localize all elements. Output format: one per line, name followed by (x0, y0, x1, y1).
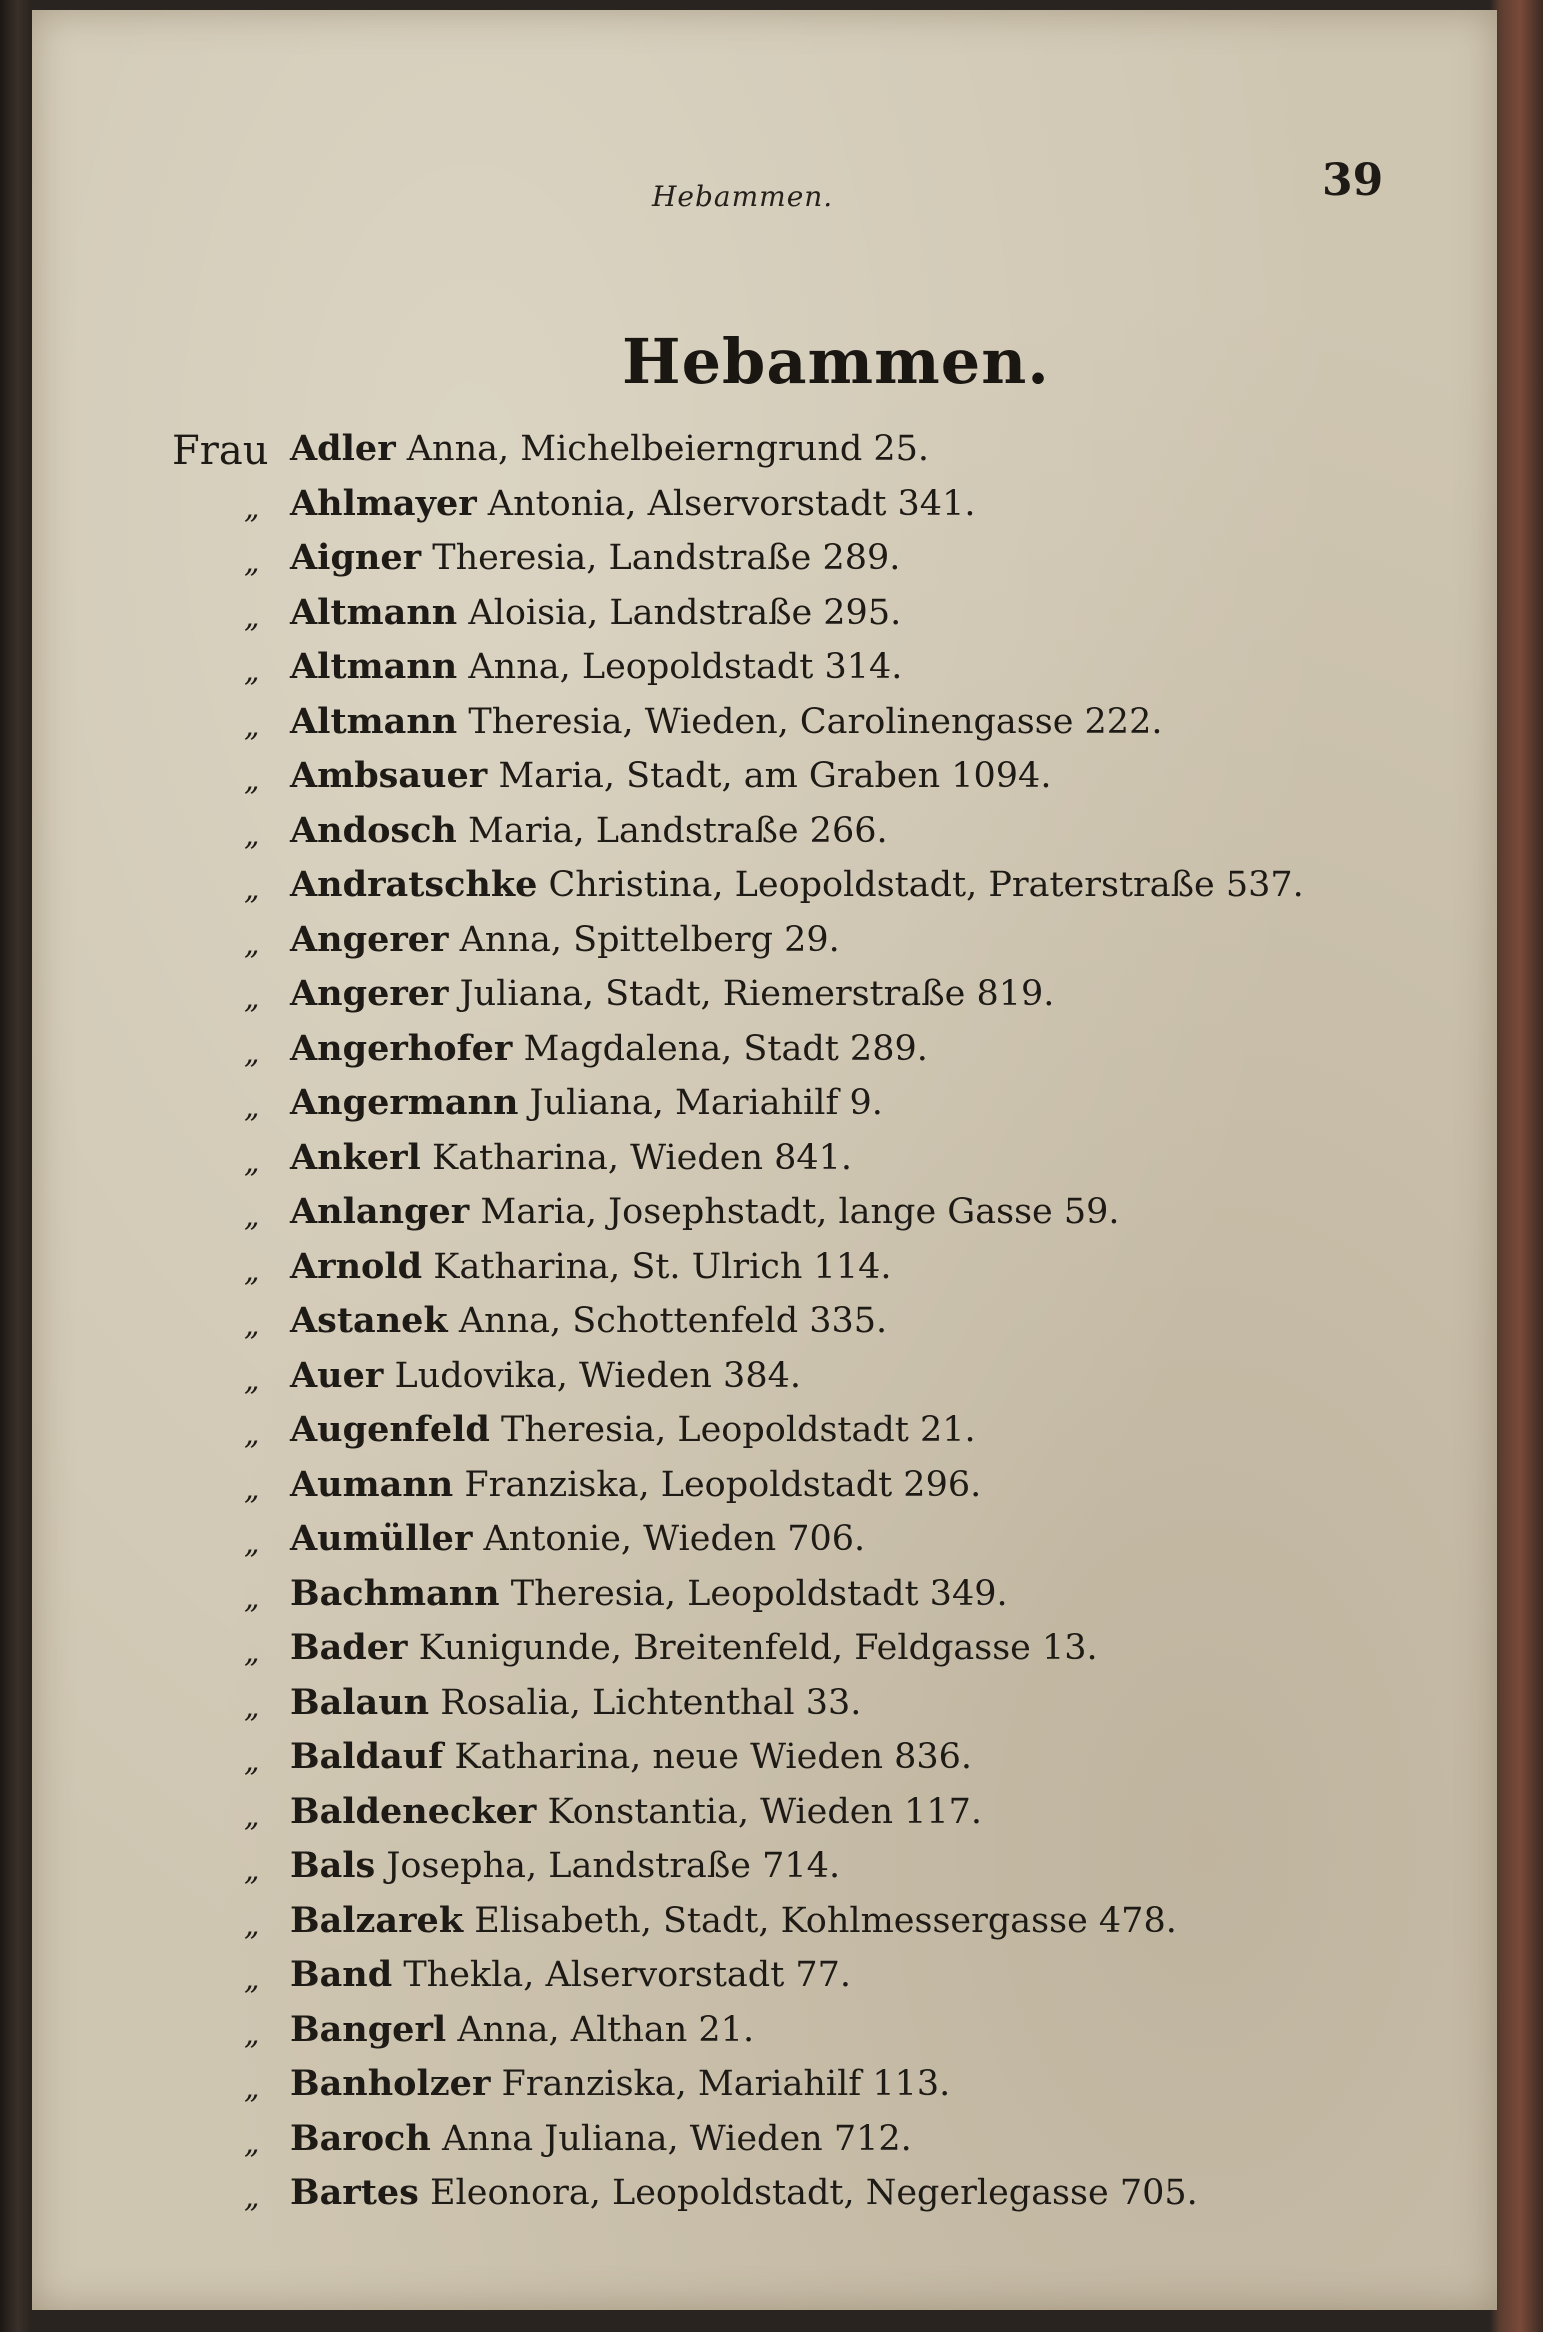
entry-surname: Altmann (290, 700, 458, 742)
entry-details: Katharina, Wieden 841. (432, 1137, 853, 1178)
list-item (172, 475, 1472, 530)
entry-text (290, 1791, 982, 1832)
entry-text (290, 1355, 801, 1396)
ditto-mark: „ (244, 2125, 260, 2161)
list-item (172, 420, 1472, 475)
entry-details: Juliana, Mariahilf 9. (529, 1083, 883, 1123)
running-head: Hebammen. (652, 180, 834, 213)
list-item (172, 1074, 1472, 1129)
entry-text (290, 592, 901, 633)
entry-surname: Angerer (290, 973, 449, 1014)
entry-details: Theresia, Wieden, Carolinengasse 222. (468, 701, 1163, 742)
entry-surname: Angerer (290, 918, 449, 960)
entry-surname: Bachmann (290, 1572, 500, 1614)
ditto-mark: „ (244, 1199, 260, 1234)
list-item (172, 1129, 1472, 1184)
ditto-mark: „ (244, 1362, 260, 1398)
ditto-mark: „ (244, 763, 260, 798)
ditto-mark: „ (244, 1962, 260, 1997)
entry-surname: Bader (290, 1627, 408, 1668)
entry-text (290, 646, 902, 687)
ditto-mark: „ (244, 1417, 260, 1452)
entry-text (290, 1736, 972, 1777)
entry-text (290, 1246, 891, 1287)
ditto-mark: „ (244, 1526, 260, 1561)
entry-text (290, 919, 840, 960)
entry-text (290, 701, 1162, 742)
entry-surname: Baldenecker (290, 1790, 537, 1832)
entry-details: Theresia, Leopoldstadt 349. (510, 1573, 1008, 1614)
entry-details: Kunigunde, Breitenfeld, Feldgasse 13. (418, 1628, 1098, 1668)
list-item (172, 1946, 1472, 2001)
entry-text (290, 1300, 887, 1341)
ditto-mark: „ (244, 654, 260, 689)
entry-surname: Arnold (290, 1245, 423, 1287)
book-page (32, 10, 1497, 2310)
entry-surname: Ahlmayer (290, 482, 477, 524)
entry-text (290, 1954, 851, 1995)
list-item (172, 1892, 1472, 1947)
entry-surname: Baldauf (290, 1736, 444, 1777)
list-item (172, 1728, 1472, 1783)
entry-details: Anna Juliana, Wieden 712. (441, 2118, 912, 2159)
entry-surname: Andratschke (290, 864, 538, 905)
entry-surname: Baroch (290, 2117, 431, 2159)
entry-details: Theresia, Landstraße 289. (432, 538, 901, 578)
list-item (172, 1619, 1472, 1674)
list-item (172, 1674, 1472, 1729)
entry-surname: Aigner (290, 537, 422, 578)
list-item (172, 747, 1472, 802)
ditto-mark: „ (244, 817, 260, 853)
entry-surname: Aumann (290, 1463, 454, 1505)
entry-text (290, 1191, 1120, 1232)
entry-text (290, 973, 1054, 1014)
entry-surname: Bals (290, 1845, 376, 1886)
entry-list (172, 420, 1472, 2219)
entry-text (290, 755, 1051, 796)
entry-text (290, 1518, 865, 1559)
entry-text (290, 1409, 976, 1450)
ditto-mark: „ (244, 490, 260, 526)
list-item (172, 1510, 1472, 1565)
list-item (172, 1238, 1472, 1293)
entry-text (290, 2172, 1198, 2213)
entry-surname: Balzarek (290, 1899, 464, 1941)
entry-surname: Anlanger (290, 1191, 470, 1232)
entry-details: Ludovika, Wieden 384. (394, 1355, 801, 1396)
ditto-mark: „ (244, 708, 260, 744)
entry-details: Katharina, neue Wieden 836. (454, 1737, 973, 1777)
entry-text (290, 1137, 852, 1178)
list-item (172, 1183, 1472, 1238)
ditto-mark: „ (244, 981, 260, 1016)
entry-text (290, 2009, 754, 2050)
entry-details: Katharina, St. Ulrich 114. (433, 1246, 892, 1287)
entry-text (290, 537, 900, 578)
entry-details: Franziska, Leopoldstadt 296. (464, 1464, 982, 1505)
list-item (172, 2164, 1472, 2219)
entry-text (290, 1627, 1098, 1668)
entry-details: Anna, Schottenfeld 335. (458, 1301, 888, 1341)
entry-text (290, 483, 975, 524)
ditto-mark: „ (244, 1580, 260, 1616)
entry-details: Maria, Landstraße 266. (468, 810, 888, 851)
entry-surname: Bangerl (290, 2008, 447, 2050)
list-item (172, 1020, 1472, 1075)
list-item (172, 1292, 1472, 1347)
list-item (172, 2001, 1472, 2056)
entry-surname: Banholzer (290, 2063, 491, 2104)
entry-details: Aloisia, Landstraße 295. (468, 592, 902, 633)
entry-details: Maria, Stadt, am Graben 1094. (498, 756, 1052, 796)
entry-text (290, 1028, 928, 1069)
list-item (172, 693, 1472, 748)
entry-text (290, 1845, 840, 1886)
ditto-mark: „ (244, 1798, 260, 1834)
entry-details: Anna, Leopoldstadt 314. (468, 647, 903, 687)
entry-prefix: Frau (172, 428, 269, 474)
entry-text (290, 1082, 883, 1123)
entry-details: Antonia, Alservorstadt 341. (487, 483, 976, 524)
entry-surname: Andosch (290, 809, 457, 851)
page-number: 39 (1322, 155, 1384, 206)
ditto-mark: „ (244, 1090, 260, 1125)
ditto-mark: „ (244, 1035, 260, 1071)
list-item (172, 1347, 1472, 1402)
entry-details: Eleonora, Leopoldstadt, Negerlegasse 705. (429, 2173, 1198, 2213)
entry-details: Maria, Josephstadt, lange Gasse 59. (480, 1192, 1120, 1232)
list-item (172, 2110, 1472, 2165)
entry-text (290, 1900, 1177, 1941)
entry-text (290, 810, 888, 851)
entry-text (290, 864, 1304, 905)
ditto-mark: „ (244, 1308, 260, 1343)
entry-details: Antonie, Wieden 706. (483, 1519, 866, 1559)
ditto-mark: „ (244, 599, 260, 635)
entry-details: Magdalena, Stadt 289. (523, 1028, 928, 1069)
ditto-mark: „ (244, 2071, 260, 2106)
list-item (172, 2055, 1472, 2110)
entry-details: Konstantia, Wieden 117. (547, 1791, 983, 1832)
ditto-mark: „ (244, 1907, 260, 1943)
entry-details: Christina, Leopoldstadt, Praterstraße 537. (548, 865, 1304, 905)
list-item (172, 1837, 1472, 1892)
entry-surname: Ambsauer (290, 755, 488, 796)
list-item (172, 1456, 1472, 1511)
entry-details: Elisabeth, Stadt, Kohlmessergasse 478. (474, 1900, 1177, 1941)
entry-details: Anna, Althan 21. (457, 2009, 755, 2050)
entry-surname: Balaun (290, 1681, 430, 1723)
entry-surname: Altmann (290, 591, 458, 633)
ditto-mark: „ (244, 2180, 260, 2215)
ditto-mark: „ (244, 1253, 260, 1289)
entry-text (290, 1464, 981, 1505)
entry-surname: Astanek (290, 1300, 448, 1341)
entry-surname: Bartes (290, 2172, 419, 2213)
entry-details: Josepha, Landstraße 714. (386, 1846, 841, 1886)
list-item (172, 1401, 1472, 1456)
ditto-mark: „ (244, 1471, 260, 1507)
entry-details: Anna, Michelbeierngrund 25. (406, 429, 930, 469)
entry-details: Franziska, Mariahilf 113. (501, 2064, 951, 2104)
entry-surname: Altmann (290, 646, 458, 687)
ditto-mark: „ (244, 1744, 260, 1779)
entry-text (290, 428, 929, 469)
entry-text (290, 1573, 1008, 1614)
ditto-mark: „ (244, 545, 260, 580)
entry-details: Juliana, Stadt, Riemerstraße 819. (459, 974, 1055, 1014)
entry-text (290, 2118, 912, 2159)
entry-surname: Aumüller (290, 1518, 473, 1559)
ditto-mark: „ (244, 1853, 260, 1888)
ditto-mark: „ (244, 872, 260, 907)
list-item (172, 856, 1472, 911)
list-item (172, 529, 1472, 584)
entry-details: Anna, Spittelberg 29. (459, 919, 840, 960)
section-title: Hebammen. (622, 325, 1050, 398)
list-item (172, 1783, 1472, 1838)
entry-surname: Band (290, 1954, 393, 1995)
list-item (172, 965, 1472, 1020)
list-item (172, 584, 1472, 639)
entry-surname: Angermann (290, 1082, 519, 1123)
entry-surname: Angerhofer (290, 1027, 513, 1069)
ditto-mark: „ (244, 926, 260, 962)
list-item (172, 802, 1472, 857)
list-item (172, 638, 1472, 693)
entry-surname: Ankerl (290, 1136, 421, 1178)
entry-details: Thekla, Alservorstadt 77. (403, 1955, 852, 1995)
ditto-mark: „ (244, 1144, 260, 1180)
entry-text (290, 1682, 861, 1723)
entry-surname: Adler (290, 428, 396, 469)
entry-details: Theresia, Leopoldstadt 21. (501, 1410, 976, 1450)
ditto-mark: „ (244, 2016, 260, 2052)
ditto-mark: „ (244, 1635, 260, 1670)
entry-text (290, 2063, 950, 2104)
entry-surname: Auer (290, 1354, 384, 1396)
list-item (172, 1565, 1472, 1620)
entry-surname: Augenfeld (290, 1409, 490, 1450)
ditto-mark: „ (244, 1689, 260, 1725)
entry-details: Rosalia, Lichtenthal 33. (440, 1682, 862, 1723)
list-item (172, 911, 1472, 966)
